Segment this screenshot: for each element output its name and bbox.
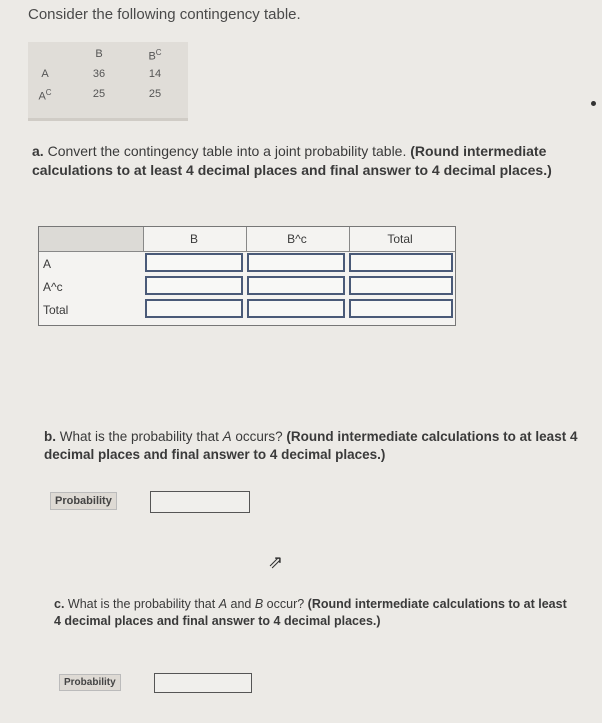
col-header-bc: B^c bbox=[287, 232, 307, 246]
input-total-total[interactable] bbox=[349, 299, 453, 318]
joint-probability-table bbox=[38, 226, 456, 326]
intro-text: Consider the following contingency table. bbox=[28, 6, 301, 23]
input-total-bc[interactable] bbox=[247, 299, 345, 318]
input-ac-bc[interactable] bbox=[247, 276, 345, 295]
table-header bbox=[39, 227, 455, 252]
col-header-b: B bbox=[95, 48, 103, 60]
table-corner bbox=[39, 227, 144, 251]
mouse-cursor-icon: ⇗ bbox=[268, 552, 284, 572]
probability-label-b: Probability bbox=[50, 492, 117, 510]
input-ac-total[interactable] bbox=[349, 276, 453, 295]
contingency-table bbox=[28, 42, 188, 121]
row-label-a-complement: $A^C$ bbox=[38, 88, 52, 103]
dot bbox=[591, 101, 596, 106]
question-b: b. What is the probability that A occurs? (Round intermediate calculations to at least 4 decimal places and final answer to 4 decimal places.) bbox=[44, 429, 578, 462]
input-a-bc[interactable] bbox=[247, 253, 345, 272]
question-c: c. What is the probability that A and B occur? (Round intermediate calculations to at least 4 decimal places and final answer to 4 decimal places.) bbox=[54, 597, 567, 628]
input-ac-b[interactable] bbox=[145, 276, 243, 295]
cell-a-b: 36 bbox=[92, 68, 106, 80]
row-label-a: A bbox=[41, 68, 49, 80]
probability-input-c[interactable] bbox=[154, 673, 252, 693]
probability-label-c: Probability bbox=[59, 674, 121, 691]
row-label-a: A bbox=[43, 257, 52, 271]
row-label-total: Total bbox=[43, 303, 69, 317]
cell-ac-b: 25 bbox=[92, 88, 106, 100]
col-header-total: Total bbox=[387, 232, 413, 246]
cell-ac-bc: 25 bbox=[148, 88, 162, 100]
question-a: a. Convert the contingency table into a joint probability table. (Round intermediate calculations to at least 4 decimal places and final answer to 4 decimal places.) bbox=[32, 143, 552, 178]
probability-input-b[interactable] bbox=[150, 491, 250, 513]
row-label-ac: A^c bbox=[43, 280, 63, 294]
col-header-b-complement: $B^C$ bbox=[148, 48, 162, 63]
cell-a-bc: 14 bbox=[148, 68, 162, 80]
input-a-total[interactable] bbox=[349, 253, 453, 272]
col-header-b: B bbox=[189, 232, 198, 246]
input-a-b[interactable] bbox=[145, 253, 243, 272]
input-total-b[interactable] bbox=[145, 299, 243, 318]
